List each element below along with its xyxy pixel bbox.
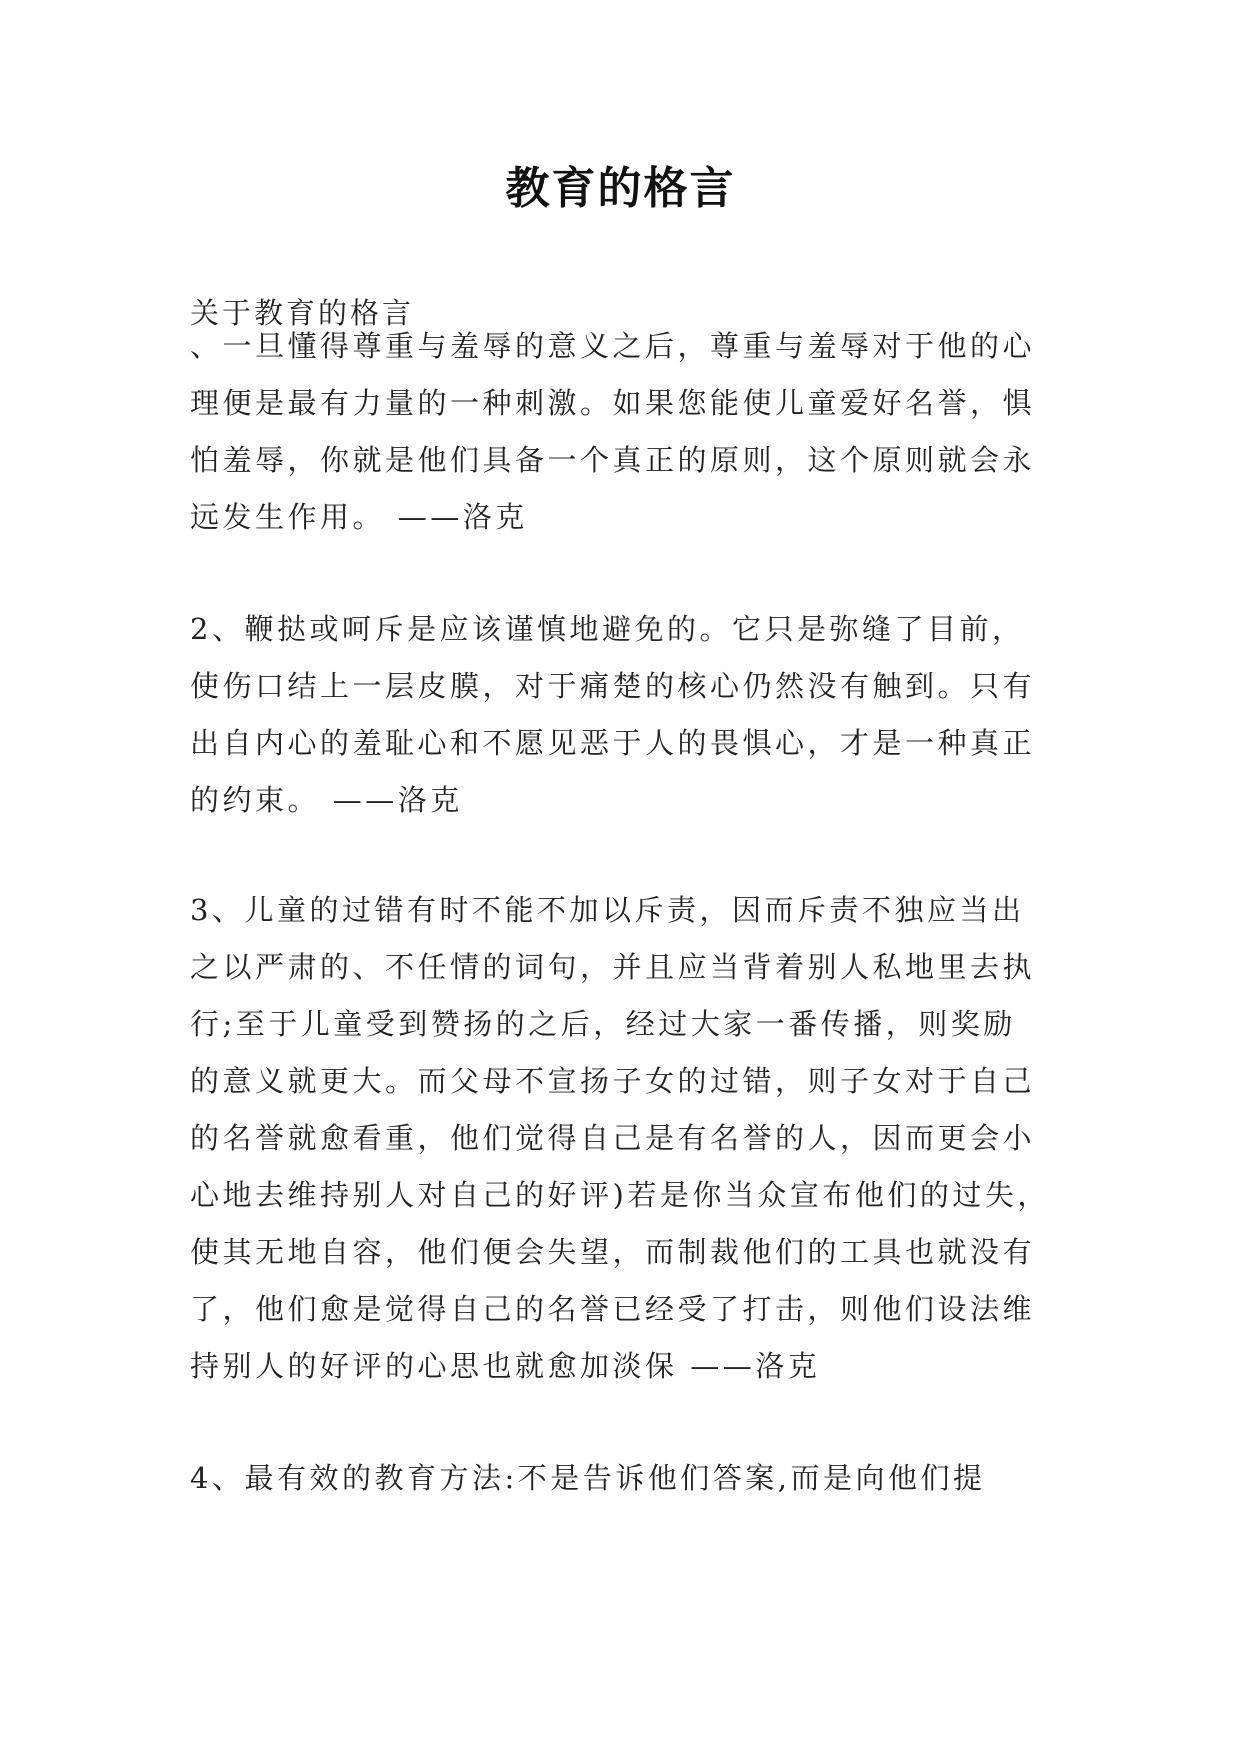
paragraph-1 <box>190 318 1070 546</box>
paragraph-line: 使伤口结上一层皮膜，对于痛楚的核心仍然没有触到。只有 <box>190 669 1036 703</box>
paragraph-line: 3、儿童的过错有时不能不加以斥责，因而斥责不独应当出 <box>190 893 1025 927</box>
document-subtitle: 关于教育的格言 <box>190 296 415 330</box>
paragraph-3 <box>190 882 1070 1395</box>
paragraph-4 <box>190 1450 1070 1507</box>
paragraph-line: 持别人的好评的心思也就愈加淡保 ——洛克 <box>190 1349 821 1383</box>
paragraph-line: 的名誉就愈看重，他们觉得自己是有名誉的人，因而更会小 <box>190 1121 1036 1155</box>
paragraph-line: 怕羞辱，你就是他们具备一个真正的原则，这个原则就会永 <box>190 443 1036 477</box>
paragraph-line: 4、最有效的教育方法:不是告诉他们答案,而是向他们提 <box>190 1461 986 1495</box>
paragraph-line: 、一旦懂得尊重与羞辱的意义之后，尊重与羞辱对于他的心 <box>190 329 1036 363</box>
paragraph-line: 使其无地自容，他们便会失望，而制裁他们的工具也就没有 <box>190 1235 1036 1269</box>
paragraph-line: 之以严肃的、不任情的词句，并且应当背着别人私地里去执 <box>190 950 1036 984</box>
paragraph-line: 远发生作用。 ——洛克 <box>190 500 528 534</box>
paragraph-line: 的约束。 ——洛克 <box>190 783 463 817</box>
paragraph-line: 2、鞭挞或呵斥是应该谨慎地避免的。它只是弥缝了目前， <box>190 612 1025 646</box>
paragraph-line: 理便是最有力量的一种刺激。如果您能使儿童爱好名誉，惧 <box>190 386 1036 420</box>
paragraph-line: 心地去维持别人对自己的好评)若是你当众宣布他们的过失， <box>190 1178 1050 1212</box>
paragraph-2 <box>190 601 1070 829</box>
paragraph-line: 行;至于儿童受到赞扬的之后，经过大家一番传播，则奖励 <box>190 1007 1016 1041</box>
paragraph-line: 出自内心的羞耻心和不愿见恶于人的畏惧心，才是一种真正 <box>190 726 1036 760</box>
paragraph-line: 了，他们愈是觉得自己的名誉已经受了打击，则他们设法维 <box>190 1292 1036 1326</box>
document-title: 教育的格言 <box>505 163 736 214</box>
paragraph-line: 的意义就更大。而父母不宣扬子女的过错，则子女对于自己 <box>190 1064 1036 1098</box>
